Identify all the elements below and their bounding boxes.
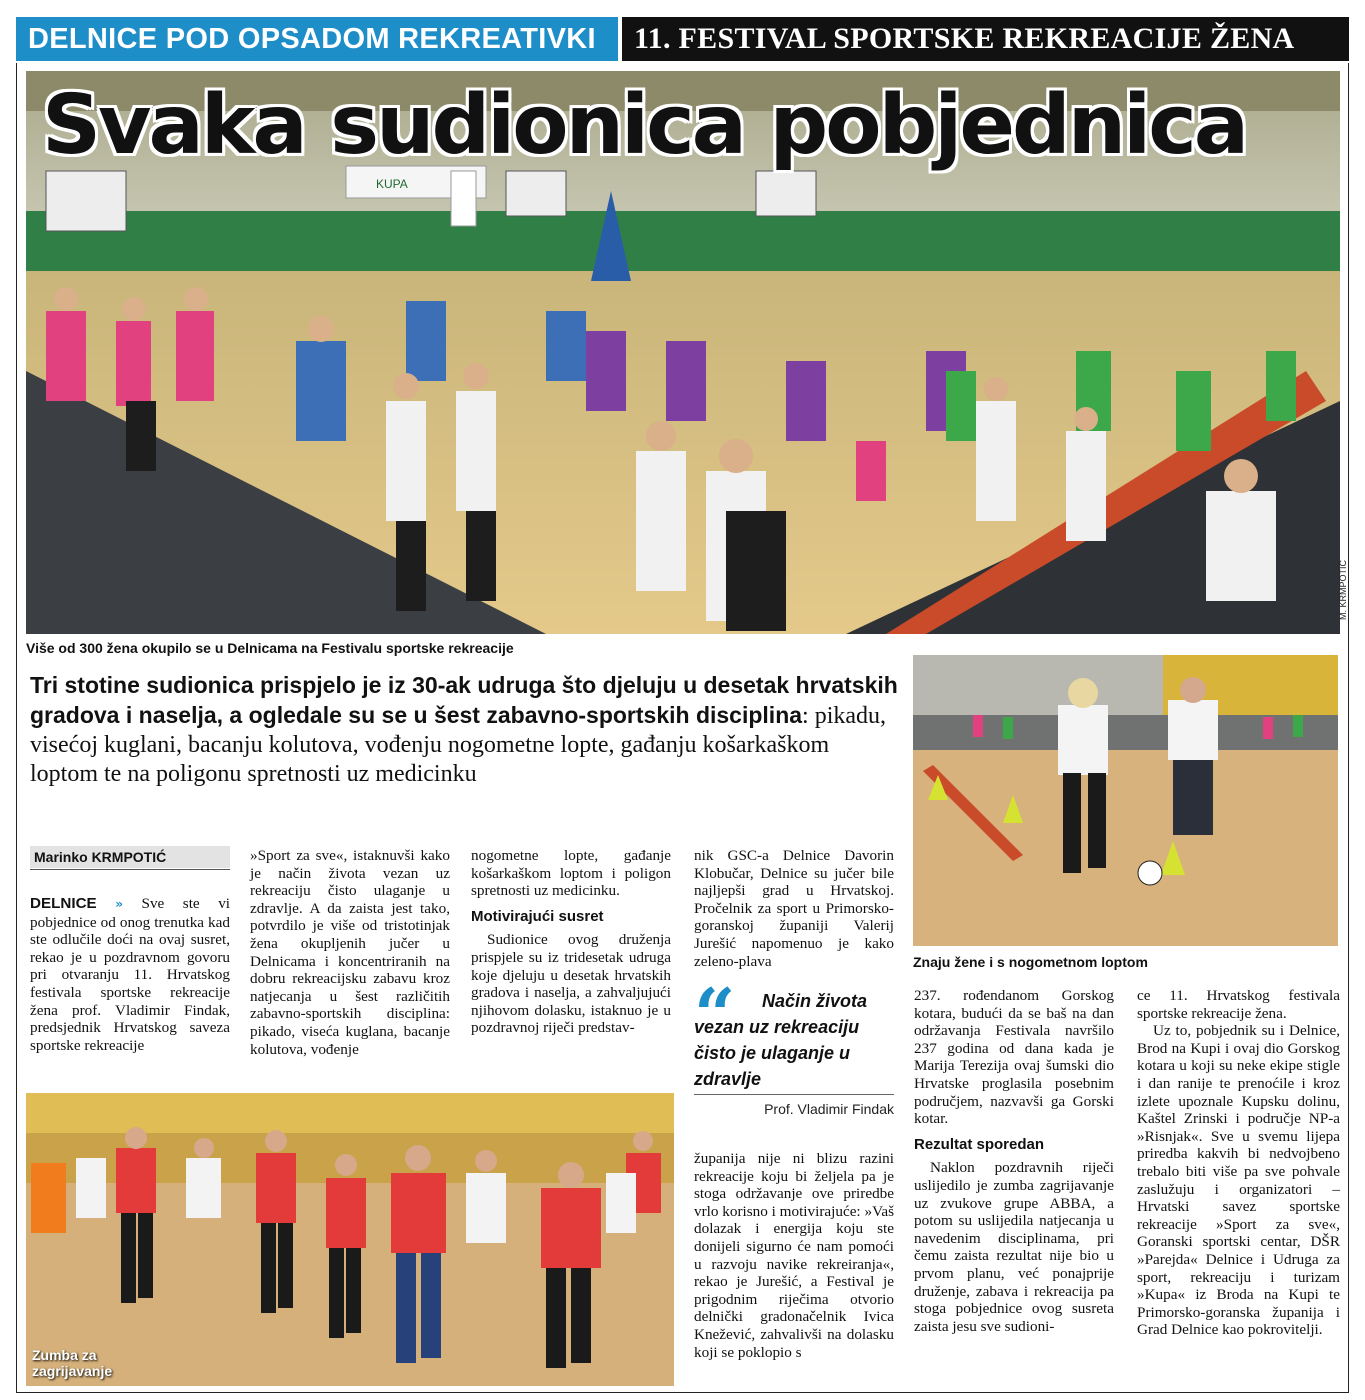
body-column-2 bbox=[250, 847, 450, 1058]
body-paragraph: ce 11. Hrvatskog festivala sportske rekreacije žena. bbox=[1137, 987, 1340, 1022]
body-paragraph: »Sport za sve«, istaknuvši kako je način života vezan uz rekreaciju čisto ulaganje u zdravlje. A da zaista jest tako, potvrdilo je više od tristotinjak žena okupljenih jučer u Delnicama i koncentriranih na dobru rekreacijsku zabavu kroz natjecanja u šest različitih zabavno-sportskih disciplina: pikado, viseća kuglana, bacanje kolutova, vođenje bbox=[250, 847, 450, 1058]
event-kicker: 11. FESTIVAL SPORTSKE REKREACIJE ŽENA bbox=[622, 17, 1349, 61]
subheading: Motivirajući susret bbox=[471, 907, 604, 925]
pull-quote-rule bbox=[694, 1094, 894, 1095]
kupa-banner: KUPA bbox=[376, 177, 408, 191]
section-kicker: DELNICE POD OPSADOM REKREATIVKI bbox=[16, 17, 618, 61]
author-rule bbox=[30, 869, 230, 870]
dateline: DELNICE bbox=[30, 895, 97, 912]
soccer-photo-caption: Znaju žene i s nogometnom loptom bbox=[913, 954, 1148, 970]
zumba-photo bbox=[26, 1093, 674, 1386]
body-paragraph: Sudionice ovog druženja prispjele su iz tridesetak udruga koje djeluju u desetak hrvatskih gradova i naselja, a zahvaljujući njihovom dolasku, istaknuo je u pozdravnoj riječi predstav- bbox=[471, 931, 671, 1037]
body-column-3 bbox=[471, 847, 671, 1037]
main-photo-caption: Više od 300 žena okupilo se u Delnicama na Festivalu sportske rekreacije bbox=[26, 640, 514, 656]
photo-credit: M. KRMPOTIĆ bbox=[1338, 560, 1348, 620]
soccer-photo bbox=[913, 655, 1338, 946]
lead-bold-text: Tri stotine sudionica prispjelo je iz 30-ak udruga što djeluju u desetak hrvatskih gradova i naselja, a ogledale su se u šest zabavno-sportskih disciplina bbox=[30, 672, 898, 728]
body-paragraph: Uz to, pobjednik su i Delnice, Brod na Kupi i ovaj dio Gorskog kotara u koji su neke ekipe stigle i dan ranije te prenoćile i kroz izlete upoznale Kupsku dolinu, Kaštel Zrinski i područje NP-a »Risnjak«. Sve u svemu lijepa priredba kakvih bi nedvojbeno trebalo biti više pa sve pohvale zaslužuju i organizatori – Hrvatski savez sportske rekreacije »Sport za sve«, Goranski sportski centar, DŠR »Parejda« Delnice i Udruga za sport, rekreaciju i turizam »Kupa« iz Broda na Kupi te Primorsko-goranska županija i Grad Delnice kao pokrovitelji. bbox=[1137, 1022, 1340, 1339]
body-text: Sve ste vi pobjednice od onog trenutka kad ste odlučile doći na ovaj susret, rekao je u pozdravnom govoru pri otvaranju 11. Hrvatskog festivala sportske rekreacije žena prof. Vladimir Findak, predsjednik Hrvatskog saveza sportske rekreacije bbox=[30, 895, 231, 1054]
body-column-4-bottom bbox=[694, 1150, 894, 1361]
body-paragraph bbox=[30, 895, 230, 1054]
author-byline: Marinko KRMPOTIĆ bbox=[30, 846, 230, 868]
body-column-4-top bbox=[694, 847, 894, 970]
body-paragraph: nogometne lopte, gađanje košarkaškom loptom i poligon spretnosti uz medicinku. bbox=[471, 847, 671, 900]
quote-mark-icon: “ bbox=[694, 972, 736, 1057]
pull-quote: Način života vezan uz rekreaciju čisto je ulaganje u zdravlje bbox=[694, 991, 868, 1089]
body-paragraph: županija nije ni blizu razini rekreacije koju bi željela pa je stoga održavanje ove priredbe vrlo korisno i motivirajuće: »Vaš dolazak i energija koju ste donijeli sigurno će nam pomoći u razvoju navike rekreiranja«, rekao je Jurešić, a Festival je prigodnim riječima otvorio delnički gradonačelnik Ivica Knežević, zahvalivši na dolasku koji se poklopio s bbox=[694, 1150, 894, 1361]
body-paragraph: Naklon pozdravnih riječi uslijedilo je zumba zagrijavanje uz zvukove grupe ABBA, a potom su uslijedila natjecanja u navedenim disciplinama, pri čemu zaista rezultat nije bio u prvom planu, već ponajprije druženje, zabava i rekreacija pa stoga pobjednice ovog susreta zaista jesu sve sudioni- bbox=[914, 1159, 1114, 1335]
dateline-arrows-icon: » bbox=[115, 897, 123, 911]
body-column-5 bbox=[914, 987, 1114, 1335]
body-paragraph: nik GSC-a Delnice Davorin Klobučar, Delnice su jučer bile najljepši grad u Hrvatskoj. Pročelnik za sport u Primorsko-goranskoj županiji Valerij Jurešić napomenuo je kako zeleno-plava bbox=[694, 847, 894, 970]
lead-regular-text: : pikadu, visećoj kuglani, bacanju kolutova, vođenju nogometne lopte, gađanju košarkaškom loptom te na poligonu spretnosti uz medicinku bbox=[30, 703, 887, 787]
body-column-6 bbox=[1137, 987, 1340, 1339]
zumba-photo-caption: Zumba za zagrijavanje bbox=[32, 1347, 113, 1379]
subheading: Rezultat sporedan bbox=[914, 1135, 1045, 1153]
lead-paragraph bbox=[30, 671, 900, 789]
body-column-1 bbox=[30, 895, 230, 1054]
pull-quote-attribution: Prof. Vladimir Findak bbox=[764, 1101, 894, 1117]
body-paragraph: 237. rođendanom Gorskog kotara, budući da se baš na dan održavanja Festivala navršilo 237 godina od dana kada je Marija Terezija ovaj šumski dio Hrvatske proglasila posebnim područjem, nazvavši ga Gorski kotar. bbox=[914, 987, 1114, 1128]
headline: Svaka sudionica pobjednica bbox=[42, 78, 1247, 173]
